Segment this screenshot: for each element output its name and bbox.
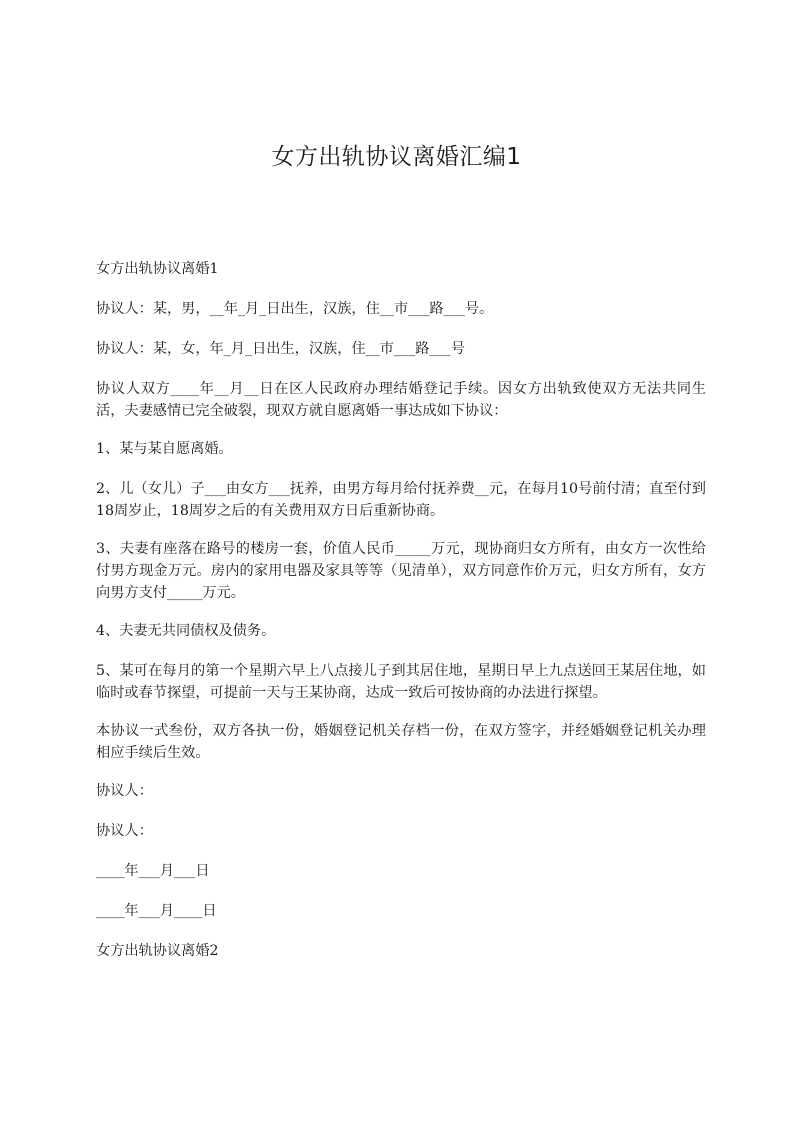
page-title: 女方出轨协议离婚汇编1 [271,144,522,170]
section-heading: 女方出轨协议离婚1 [96,261,219,277]
date-line-2: ____年___月____日 [96,903,217,919]
clause-5: 5、某可在每月的第一个星期六早上八点接儿子到其居住地，星期日早上九点送回王某居住地，如临时或春节探望，可提前一天与王某协商，达成一致后可按协商的办法进行探望。 [96,663,706,701]
signature-label-2: 协议人： [96,823,153,839]
clause-3: 3、夫妻有座落在路号的楼房一套，价值人民币_____万元，现协商归女方所有，由女方一次性给付男方现金万元。房内的家用电器及家具等等（见清单），双方同意作价万元，归女方所有，女方向男方支付_____万元。 [96,541,706,601]
section-heading-2: 女方出轨协议离婚2 [96,943,219,959]
closing-paragraph: 本协议一式叁份，双方各执一份，婚姻登记机关存档一份，在双方签字，并经婚姻登记机关办理相应手续后生效。 [96,723,706,761]
party-female-line: 协议人：某，女，年_月_日出生，汉族，住__市___路___号 [96,341,465,357]
clause-4: 4、夫妻无共同债权及债务。 [96,623,276,639]
clause-1: 1、某与某自愿离婚。 [96,441,233,457]
party-male-line: 协议人：某，男，__年_月_日出生，汉族，住__市___路___号。 [96,301,494,317]
signature-label-1: 协议人： [96,783,153,799]
clause-2: 2、儿（女儿）子___由女方___抚养，由男方每月给付抚养费__元，在每月10号前付清；直至付到18周岁止，18周岁之后的有关费用双方日后重新协商。 [96,481,706,519]
document-body [96,258,706,978]
preamble-paragraph: 协议人双方____年__月__日在区人民政府办理结婚登记手续。因女方出轨致使双方无法共同生活，夫妻感情已完全破裂，现双方就自愿离婚一事达成如下协议： [96,381,706,419]
date-line-1: ____年___月___日 [96,863,210,879]
